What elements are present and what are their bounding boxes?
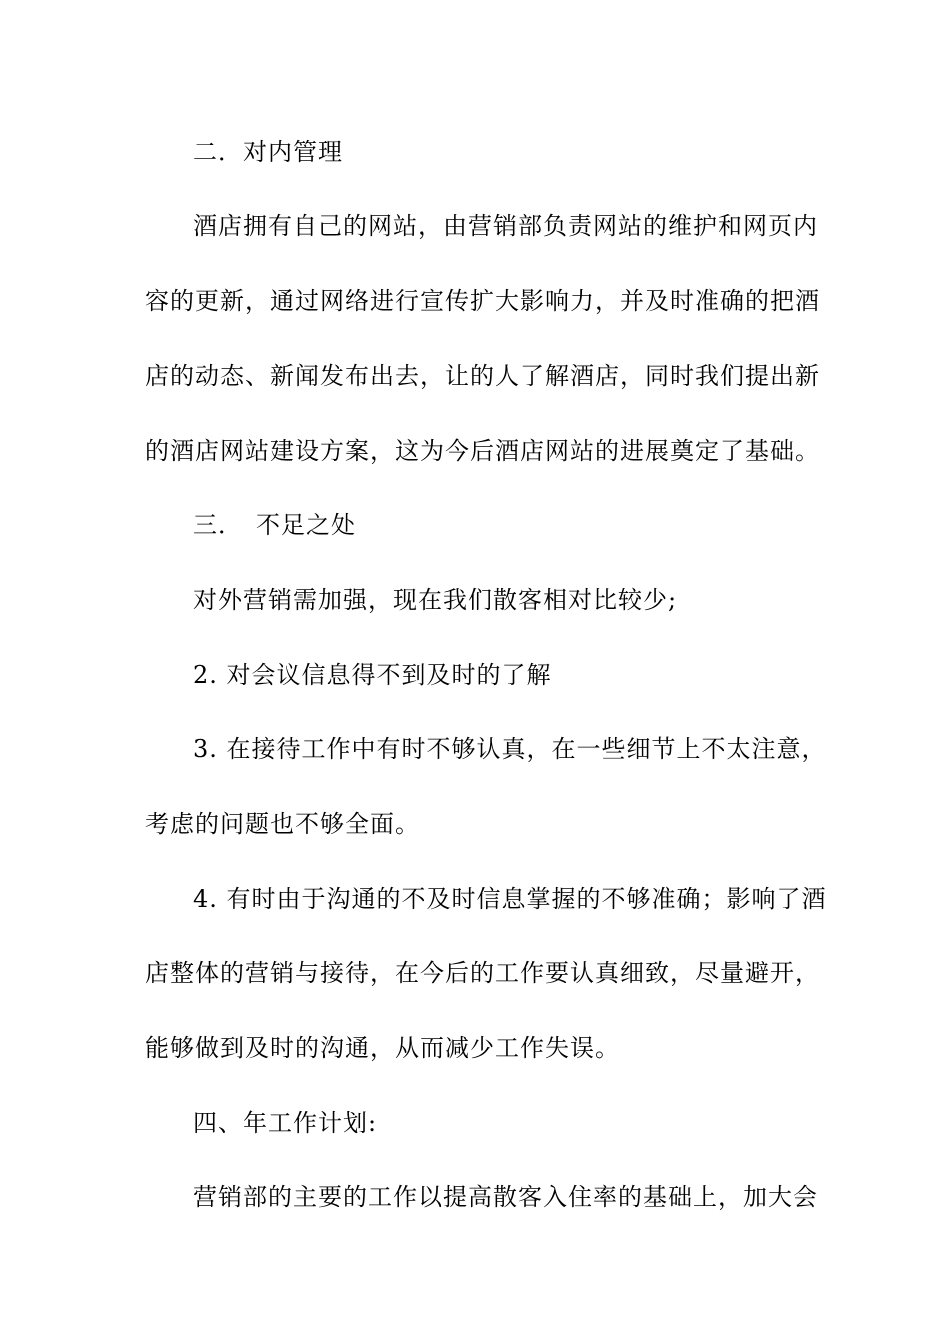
paragraph-line: 营销部的主要的工作以提高散客入住率的基础上，加大会 — [193, 1183, 818, 1211]
list-item: 4. 有时由于沟通的不及时信息掌握的不够准确；影响了酒 — [193, 885, 827, 913]
paragraph-line: 酒店拥有自己的网站，由营销部负责网站的维护和网页内 — [193, 212, 818, 240]
section-heading-internal-management: 二．对内管理 — [193, 138, 343, 166]
paragraph-line: 容的更新，通过网络进行宣传扩大影响力，并及时准确的把酒 — [145, 287, 820, 315]
list-item-continuation: 店整体的营销与接待，在今后的工作要认真细致，尽量避开， — [145, 959, 820, 987]
section-heading-annual-plan: 四、年工作计划: — [193, 1109, 378, 1137]
section-heading-shortcomings: 三． 不足之处 — [193, 511, 356, 539]
list-item: 2. 对会议信息得不到及时的了解 — [193, 661, 552, 689]
list-item: 对外营销需加强，现在我们散客相对比较少; — [193, 586, 678, 614]
paragraph-line: 店的动态、新闻发布出去，让的人了解酒店，同时我们提出新 — [145, 362, 820, 390]
list-item-continuation: 考虑的问题也不够全面。 — [145, 810, 420, 838]
paragraph-line: 的酒店网站建设方案，这为今后酒店网站的进展奠定了基础。 — [145, 437, 820, 465]
list-item: 3. 在接待工作中有时不够认真，在一些细节上不太注意， — [193, 735, 827, 763]
list-item-continuation: 能够做到及时的沟通，从而减少工作失误。 — [145, 1034, 620, 1062]
